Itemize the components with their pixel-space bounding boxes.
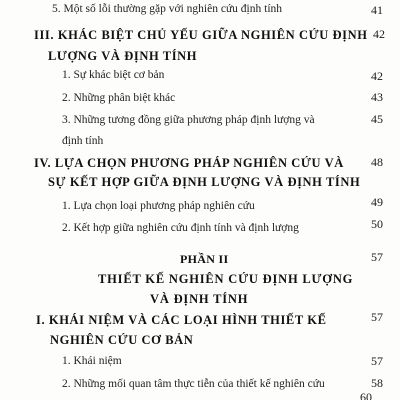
toc-page-number: 60 (360, 393, 372, 400)
toc-cut-page-number (360, 393, 382, 400)
toc-entry-label-line1: 3. Những tương đồng giữa phương pháp định lượng và (62, 114, 315, 126)
toc-part-title-line2: VÀ ĐỊNH TÍNH (150, 292, 249, 306)
toc-entry-label: 1. Sự khác biệt cơ bản (62, 69, 165, 81)
toc-entry-label: 1. Lựa chọn loại phương pháp nghiên cứu (62, 200, 255, 212)
toc-entry-label-line2: định tính (62, 135, 104, 147)
toc-page-number: 58 (371, 376, 383, 390)
toc-page-number: 49 (371, 195, 383, 209)
toc-page-number: 57 (371, 354, 383, 368)
toc-section-title-line2: SỰ KẾT HỢP GIỮA ĐỊNH LƯỢNG VÀ ĐỊNH TÍNH (48, 175, 361, 189)
toc-page-number: 48 (371, 155, 383, 169)
toc-entry-label: 2. Những mối quan tâm thực tiễn của thiết kế nghiên cứu (62, 378, 325, 390)
toc-section-title-line1: I. KHÁI NIỆM VÀ CÁC LOẠI HÌNH THIẾT KẾ (36, 313, 327, 327)
toc-page-number: 42 (373, 27, 385, 41)
toc-section-title-line2: NGHIÊN CỨU CƠ BẢN (50, 333, 194, 347)
toc-section-title-line2: LƯỢNG VÀ ĐỊNH TÍNH (48, 49, 198, 63)
toc-page-number: 41 (371, 3, 383, 17)
toc-page-number: 57 (371, 310, 383, 324)
toc-entry-label: 5. Một số lỗi thường gặp với nghiên cứu định tính (52, 3, 283, 15)
toc-page-number: 43 (371, 90, 383, 104)
toc-entry-label: 2. Kết hợp giữa nghiên cứu định tính và định lượng (62, 222, 299, 234)
toc-entry-label: 1. Khái niệm (62, 355, 122, 367)
toc-part-title-line1: THIẾT KẾ NGHIÊN CỨU ĐỊNH LƯỢNG (98, 272, 354, 286)
toc-page-number: 42 (371, 69, 383, 83)
toc-page-number: 50 (371, 217, 383, 231)
toc-page-number: 57 (371, 250, 383, 264)
toc-section-title-line1: III. KHÁC BIỆT CHỦ YẾU GIỮA NGHIÊN CỨU ĐỊNH (34, 28, 368, 42)
toc-part-label: PHẦN II (180, 252, 229, 266)
toc-section-title-line1: IV. LỰA CHỌN PHƯƠNG PHÁP NGHIÊN CỨU VÀ (34, 156, 344, 170)
toc-entry-label: 2. Những phân biệt khác (62, 92, 176, 104)
toc-page-number: 45 (371, 112, 383, 126)
